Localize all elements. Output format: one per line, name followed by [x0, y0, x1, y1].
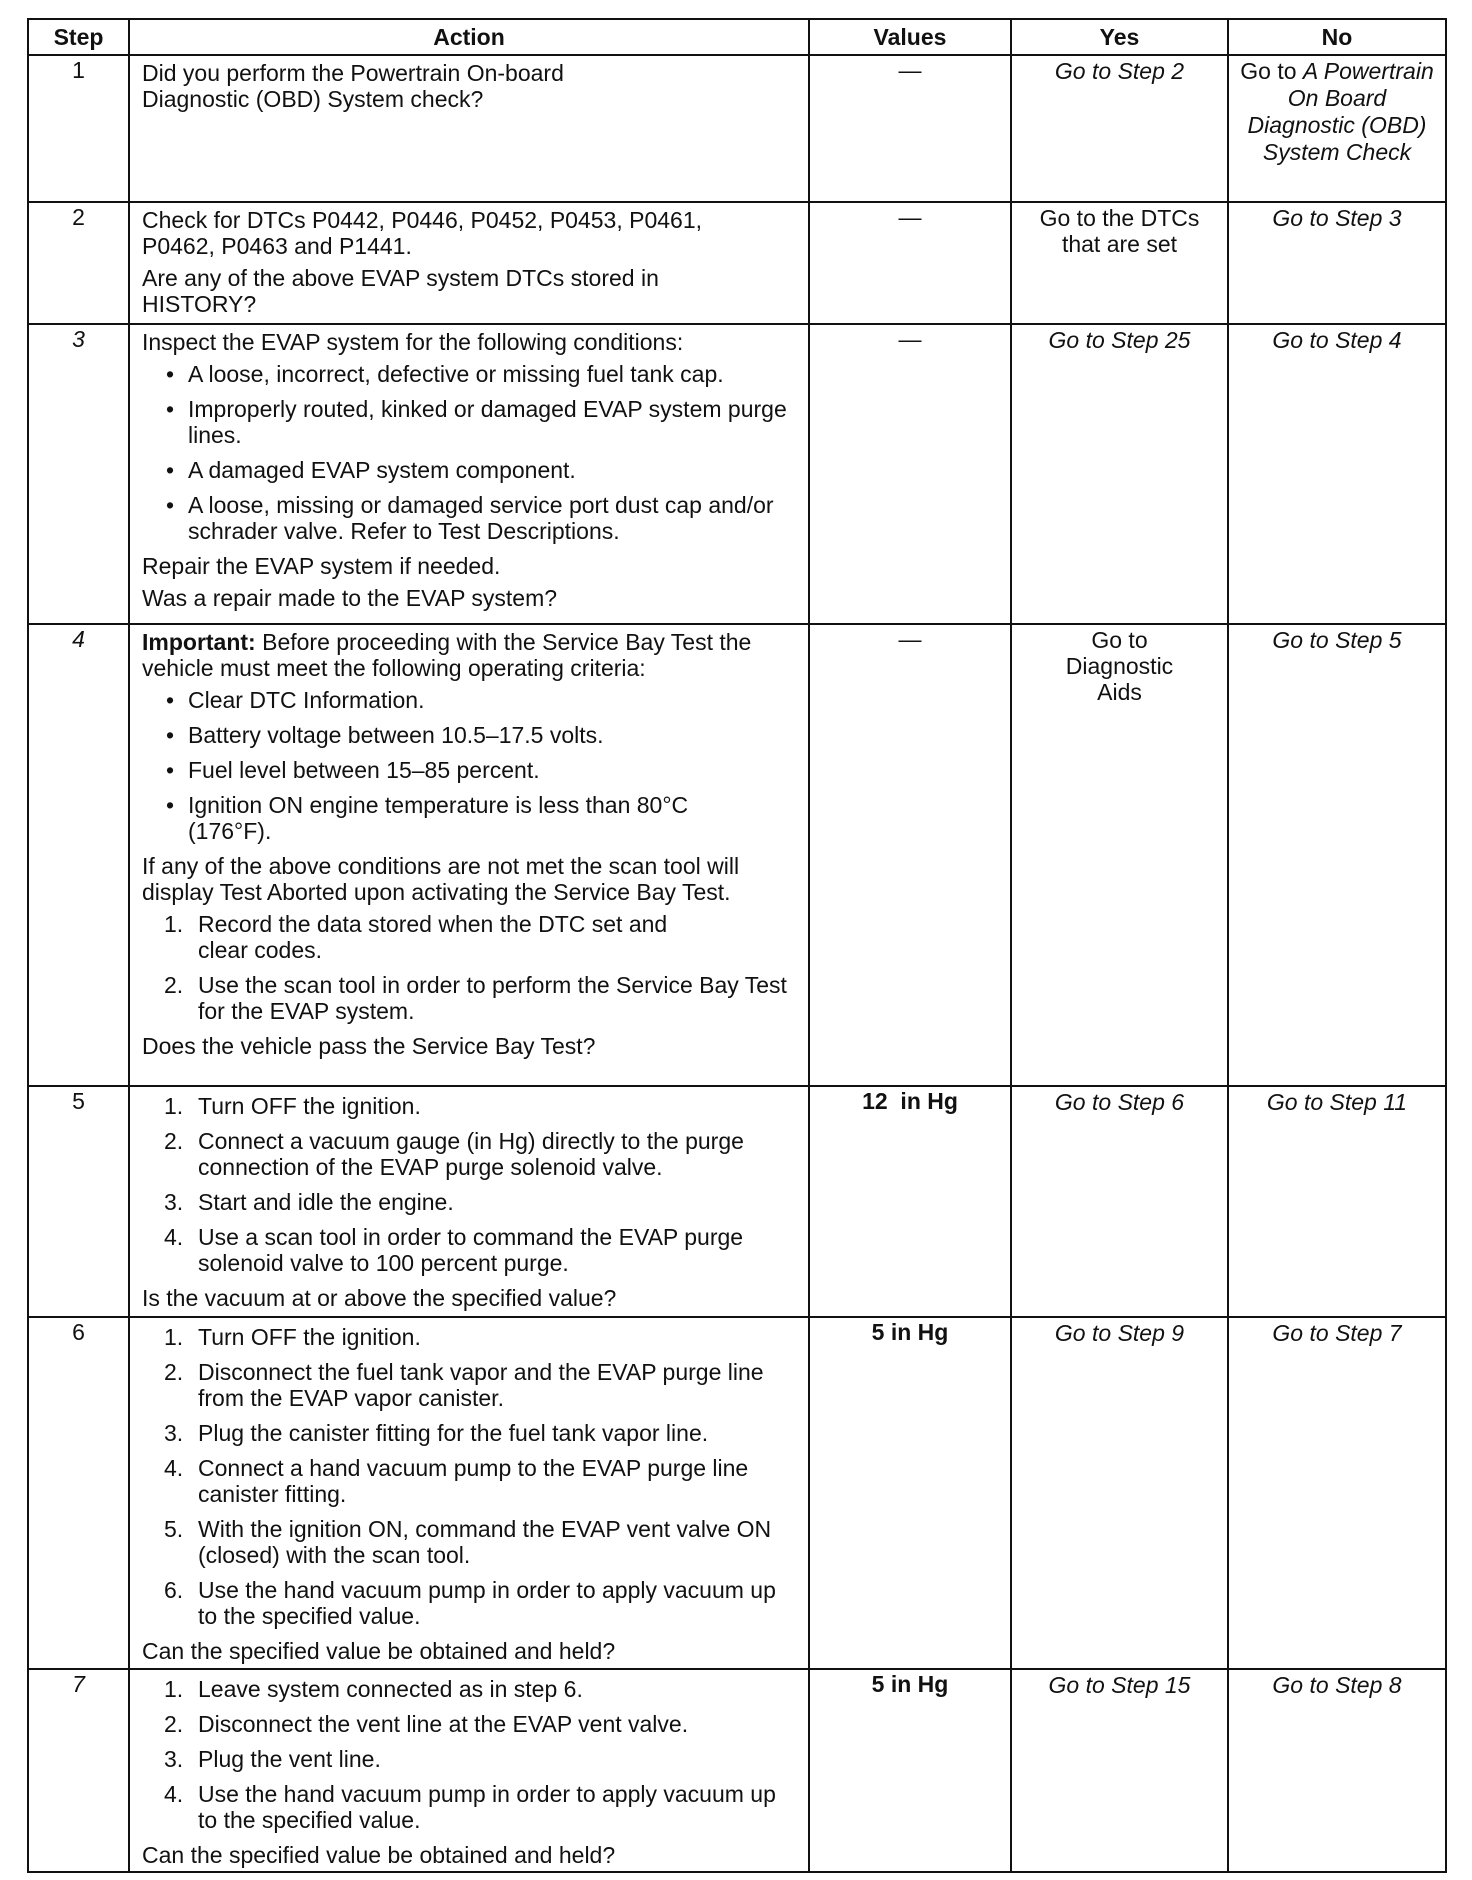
table-row [28, 324, 1446, 624]
list-item: 2. Connect a vacuum gauge (in Hg) directly to the purge connection of the EVAP purge solenoid valve. [164, 1128, 744, 1180]
action-question: Was a repair made to the EVAP system? [142, 585, 558, 611]
action-question: Are any of the above EVAP system DTCs stored in HISTORY? [142, 265, 659, 317]
list-item: 4. Use a scan tool in order to command the EVAP purge solenoid valve to 100 percent purge. [164, 1224, 744, 1276]
action-cell [129, 1669, 809, 1872]
list-item: • Improperly routed, kinked or damaged EVAP system purge lines. [142, 396, 800, 448]
no-cell: Go to Step 3 [1228, 202, 1446, 324]
table-row [28, 202, 1446, 324]
table-row [28, 1669, 1446, 1872]
header-yes: Yes [1011, 19, 1228, 55]
no-cell: Go to Step 11 [1228, 1086, 1446, 1317]
action-text: Inspect the EVAP system for the following conditions: [142, 329, 684, 355]
no-link-text: A Powertrain On Board Diagnostic (OBD) System Check [1247, 58, 1434, 165]
action-text: Did you perform the Powertrain On-board Diagnostic (OBD) System check? [142, 60, 564, 112]
table-row [28, 624, 1446, 1086]
procedure-steps [142, 1676, 800, 1833]
important-note [142, 629, 800, 681]
action-cell [129, 1086, 809, 1317]
table-row [28, 1086, 1446, 1317]
values-cell: — [809, 624, 1011, 1086]
table-row [28, 55, 1446, 202]
list-item: • A loose, incorrect, defective or missing fuel tank cap. [142, 361, 800, 387]
list-item: • Battery voltage between 10.5–17.5 volts. [142, 722, 800, 748]
list-item: 3. Start and idle the engine. [164, 1189, 454, 1215]
values-cell: — [809, 324, 1011, 624]
criteria-list [142, 687, 800, 844]
step-number: 5 [28, 1086, 129, 1317]
yes-cell: Go to Step 15 [1011, 1669, 1228, 1872]
list-item: 3. Plug the canister fitting for the fuel tank vapor line. [164, 1420, 709, 1446]
action-cell [129, 202, 809, 324]
action-cell [129, 55, 809, 202]
action-cell [129, 1317, 809, 1669]
list-item: 1. Turn OFF the ignition. [164, 1093, 421, 1119]
action-question: Does the vehicle pass the Service Bay Test? [142, 1033, 596, 1059]
yes-cell: Go to the DTCs that are set [1011, 202, 1228, 324]
action-text: Repair the EVAP system if needed. [142, 553, 501, 579]
action-text: Check for DTCs P0442, P0446, P0452, P0453, P0461, P0462, P0463 and P1441. [142, 207, 703, 259]
list-item: • Ignition ON engine temperature is less than 80°C (176°F). [142, 792, 800, 844]
values-cell: 5 in Hg [809, 1317, 1011, 1669]
step-number: 2 [28, 202, 129, 324]
values-cell: — [809, 202, 1011, 324]
action-question: Can the specified value be obtained and held? [142, 1638, 616, 1664]
header-no: No [1228, 19, 1446, 55]
header-values: Values [809, 19, 1011, 55]
list-item: 1. Record the data stored when the DTC set and clear codes. [164, 911, 668, 963]
action-cell [129, 624, 809, 1086]
list-item: • Clear DTC Information. [142, 687, 800, 713]
condition-list [142, 361, 800, 544]
list-item: 4. Use the hand vacuum pump in order to apply vacuum up to the specified value. [164, 1781, 776, 1833]
action-text: If any of the above conditions are not met the scan tool will display Test Aborted upon activating the Service Bay Test. [142, 853, 740, 905]
action-cell [129, 324, 809, 624]
step-number: 1 [28, 55, 129, 202]
list-item: 1. Leave system connected as in step 6. [164, 1676, 583, 1702]
list-item: • A damaged EVAP system component. [142, 457, 800, 483]
yes-cell: Go to Step 2 [1011, 55, 1228, 202]
step-number: 4 [28, 624, 129, 1086]
step-number: 3 [28, 324, 129, 624]
procedure-steps [142, 911, 800, 1024]
yes-cell: Go to Step 25 [1011, 324, 1228, 624]
no-prefix: Go to [1240, 58, 1303, 84]
values-cell: — [809, 55, 1011, 202]
diagnostic-table [27, 18, 1447, 1873]
list-item: 6. Use the hand vacuum pump in order to apply vacuum up to the specified value. [164, 1577, 776, 1629]
step-number: 6 [28, 1317, 129, 1669]
yes-cell: Go to Step 9 [1011, 1317, 1228, 1669]
list-item: • A loose, missing or damaged service port dust cap and/or schrader valve. Refer to Test Descriptions. [142, 492, 800, 544]
table-row [28, 1317, 1446, 1669]
list-item: 1. Turn OFF the ignition. [164, 1324, 421, 1350]
no-cell: Go to Step 5 [1228, 624, 1446, 1086]
action-question: Can the specified value be obtained and held? [142, 1842, 616, 1868]
header-step: Step [28, 19, 129, 55]
procedure-steps [142, 1093, 800, 1276]
no-cell: Go to Step 7 [1228, 1317, 1446, 1669]
action-question: Is the vacuum at or above the specified value? [142, 1285, 617, 1311]
list-item: 2. Disconnect the vent line at the EVAP vent valve. [164, 1711, 689, 1737]
no-cell: Go to Step 4 [1228, 324, 1446, 624]
values-cell: 5 in Hg [809, 1669, 1011, 1872]
list-item: 2. Use the scan tool in order to perform the Service Bay Test for the EVAP system. [164, 972, 787, 1024]
yes-cell: Go to Step 6 [1011, 1086, 1228, 1317]
yes-cell: Go to Diagnostic Aids [1011, 624, 1228, 1086]
procedure-steps [142, 1324, 800, 1629]
list-item: 5. With the ignition ON, command the EVAP vent valve ON (closed) with the scan tool. [164, 1516, 772, 1568]
important-label: Important: [142, 629, 256, 655]
step-number: 7 [28, 1669, 129, 1872]
list-item: 3. Plug the vent line. [164, 1746, 381, 1772]
list-item: 4. Connect a hand vacuum pump to the EVAP purge line canister fitting. [164, 1455, 749, 1507]
header-action: Action [129, 19, 809, 55]
no-cell: Go to Step 8 [1228, 1669, 1446, 1872]
important-text: Before proceeding with the Service Bay Test the vehicle must meet the following operating criteria: [142, 629, 752, 681]
list-item: 2. Disconnect the fuel tank vapor and the EVAP purge line from the EVAP vapor canister. [164, 1359, 764, 1411]
list-item: • Fuel level between 15–85 percent. [142, 757, 800, 783]
header-row [28, 19, 1446, 55]
no-cell [1228, 55, 1446, 202]
values-cell: 12 in Hg [809, 1086, 1011, 1317]
